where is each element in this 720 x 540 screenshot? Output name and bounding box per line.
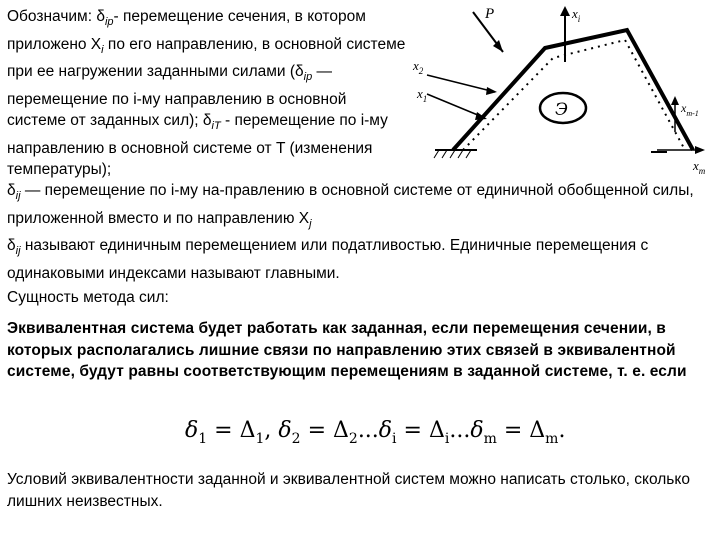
circle-label: Э — [555, 100, 569, 120]
xm-label: $x_m$ — [693, 158, 706, 176]
x2-label: $x_2$ — [413, 58, 424, 76]
xm1-label: $x_{m-1}$ — [681, 101, 699, 118]
equivalence-formula: $\delta_1 = \Delta_1$, $\delta_2 = \Delta_2...\delta_i = \Delta_i...\delta_m = \Delta_m$. — [185, 418, 566, 447]
paragraph-unit-displacement: $\delta_{ij}$ — перемещение по i-му на-правлению в основной системе от единичной обобщенной силы, приложенной вместо и по направлению $X_j$ $\delta_{ij}$ называют единичным перемещением или податливостью. Единичные перемещения с одинаковыми индексами называют главными. — [7, 182, 694, 282]
x1-label: $x_1$ — [417, 86, 428, 104]
xi-label: $x_i$ — [572, 6, 581, 24]
section-heading: Сущность метода сил: — [7, 289, 169, 306]
paragraph-equivalence: Эквивалентная система будет работать как заданная, если перемещения сечении, в которых располагались лишние связи по направлению этих связей в эквивалентной системе, будут равны соответствующим перемещениям в заданной системе, т. е. если — [7, 320, 687, 380]
force-p-label: P — [485, 6, 495, 22]
x1-arrow — [427, 94, 485, 118]
x2-arrow — [427, 75, 495, 92]
frame-diagram — [405, 0, 720, 178]
ground-support-left — [434, 150, 477, 158]
paragraph-conclusion: Условий эквивалентности заданной и эквивалентной систем можно написать столько, сколько лишних неизвестных. — [7, 471, 690, 510]
paragraph-definitions: Обозначим: $\delta_{ip}-$ перемещение сечения, в котором приложено $X_i$ по его направлению, в основной системе при ее нагружении заданными силами ($\delta_{ip}$ —перемещение по i-му направлению в основной системе от заданных сил); $\delta_{iT}$ - перемещение по i-му направлению в основной системе от T (изменения температуры); — [7, 8, 406, 178]
